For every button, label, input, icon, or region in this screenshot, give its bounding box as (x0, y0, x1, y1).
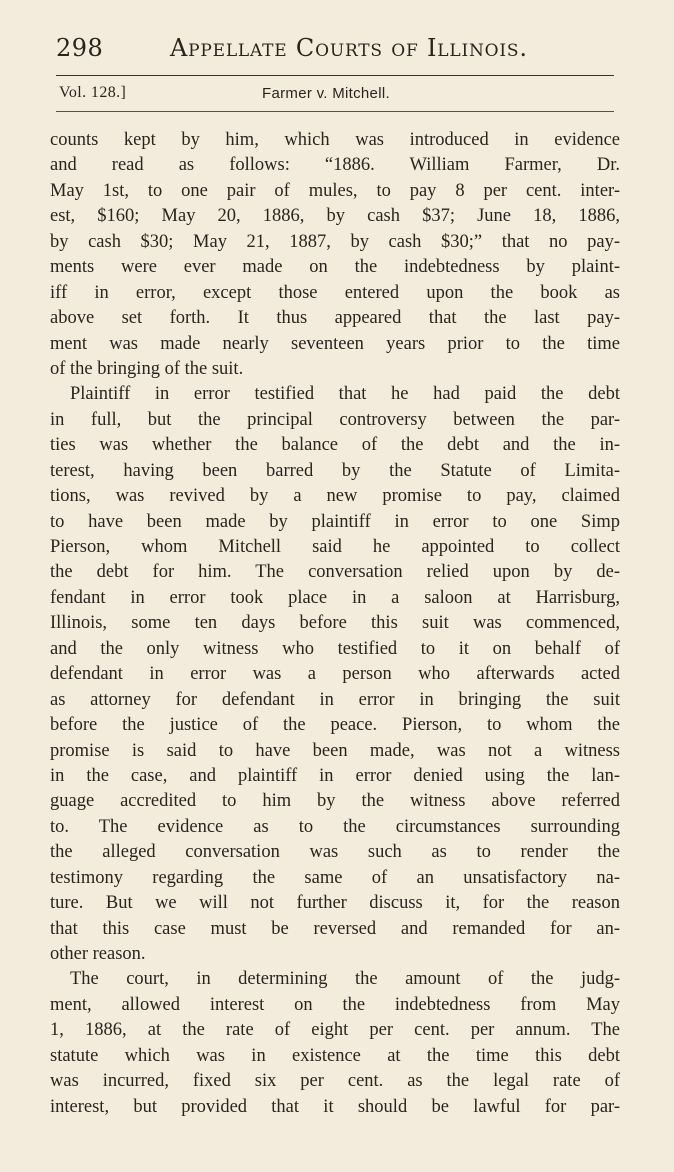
text-line: counts kept by him, which was introduced in evidence (50, 130, 620, 150)
text-line: tions, was revived by a new promise to pay, claimed (50, 486, 620, 507)
text-line: statute which was in existence at the time this debt (50, 1045, 620, 1066)
text-line: promise is said to have been made, was not a witness (50, 740, 620, 761)
text-line: Illinois, some ten days before this suit was commenced, (50, 613, 620, 634)
text-line: by cash $30; May 21, 1887, by cash $30;” that no pay- (50, 231, 620, 252)
text-line: ties was whether the balance of the debt and the in- (50, 435, 620, 456)
text-line: ment, allowed interest on the indebtedness from May (50, 994, 620, 1015)
text-line: Pierson, whom Mitchell said he appointed to collect (50, 537, 620, 557)
text-line: and read as follows: “1886. William Farmer, Dr. (50, 155, 620, 176)
text-line: in full, but the principal controversy between the par- (50, 409, 620, 430)
page-number: 298 (56, 34, 104, 62)
text-line: of the bringing of the suit. (50, 358, 244, 379)
text-line: that this case must be reversed and remanded for an- (50, 918, 620, 939)
header-rule-top (56, 75, 614, 76)
body-text (50, 128, 620, 1120)
running-head (56, 34, 616, 70)
text-line: guage accredited to him by the witness above referred (50, 791, 620, 812)
case-header (56, 84, 616, 108)
text-line: est, $160; May 20, 1886, by cash $37; June 18, 1886, (50, 206, 620, 227)
header-rule-bottom (56, 111, 614, 112)
text-line: defendant in error was a person who afterwards acted (50, 664, 620, 685)
case-name: Farmer v. Mitchell. (262, 85, 390, 102)
text-line: terest, having been barred by the Statute of Limita- (50, 460, 620, 481)
text-line: to have been made by plaintiff in error to one Simp (50, 511, 620, 532)
text-line: above set forth. It thus appeared that the last pay- (50, 308, 620, 329)
text-line: The court, in determining the amount of the judg- (70, 969, 620, 990)
running-title: Appellate Courts of Illinois. (170, 34, 528, 62)
text-line: other reason. (50, 944, 146, 964)
text-line: ture. But we will not further discuss it, for the reason (50, 893, 620, 914)
text-line: ment was made nearly seventeen years prior to the time (50, 333, 620, 354)
text-line: Plaintiff in error testified that he had paid the debt (70, 384, 620, 405)
text-line: in the case, and plaintiff in error denied using the lan- (50, 765, 620, 786)
text-line: interest, but provided that it should be lawful for par- (50, 1096, 620, 1117)
text-line: fendant in error took place in a saloon at Harrisburg, (50, 587, 620, 608)
text-line: the debt for him. The conversation relied upon by de- (50, 562, 620, 583)
text-line: the alleged conversation was such as to render the (50, 842, 620, 863)
text-line: as attorney for defendant in error in bringing the suit (50, 689, 620, 710)
text-line: iff in error, except those entered upon the book as (50, 282, 620, 303)
volume-label: Vol. 128.] (59, 84, 127, 101)
text-line: was incurred, fixed six per cent. as the legal rate of (50, 1071, 620, 1092)
text-line: ments were ever made on the indebtedness by plaint- (50, 257, 620, 278)
text-line: before the justice of the peace. Pierson, to whom the (50, 715, 620, 736)
text-line: 1, 1886, at the rate of eight per cent. per annum. The (50, 1020, 620, 1041)
text-line: to. The evidence as to the circumstances surrounding (50, 816, 620, 837)
text-line: May 1st, to one pair of mules, to pay 8 per cent. inter- (50, 180, 620, 201)
text-line: testimony regarding the same of an unsatisfactory na- (50, 867, 620, 888)
text-line: and the only witness who testified to it on behalf of (50, 638, 620, 659)
